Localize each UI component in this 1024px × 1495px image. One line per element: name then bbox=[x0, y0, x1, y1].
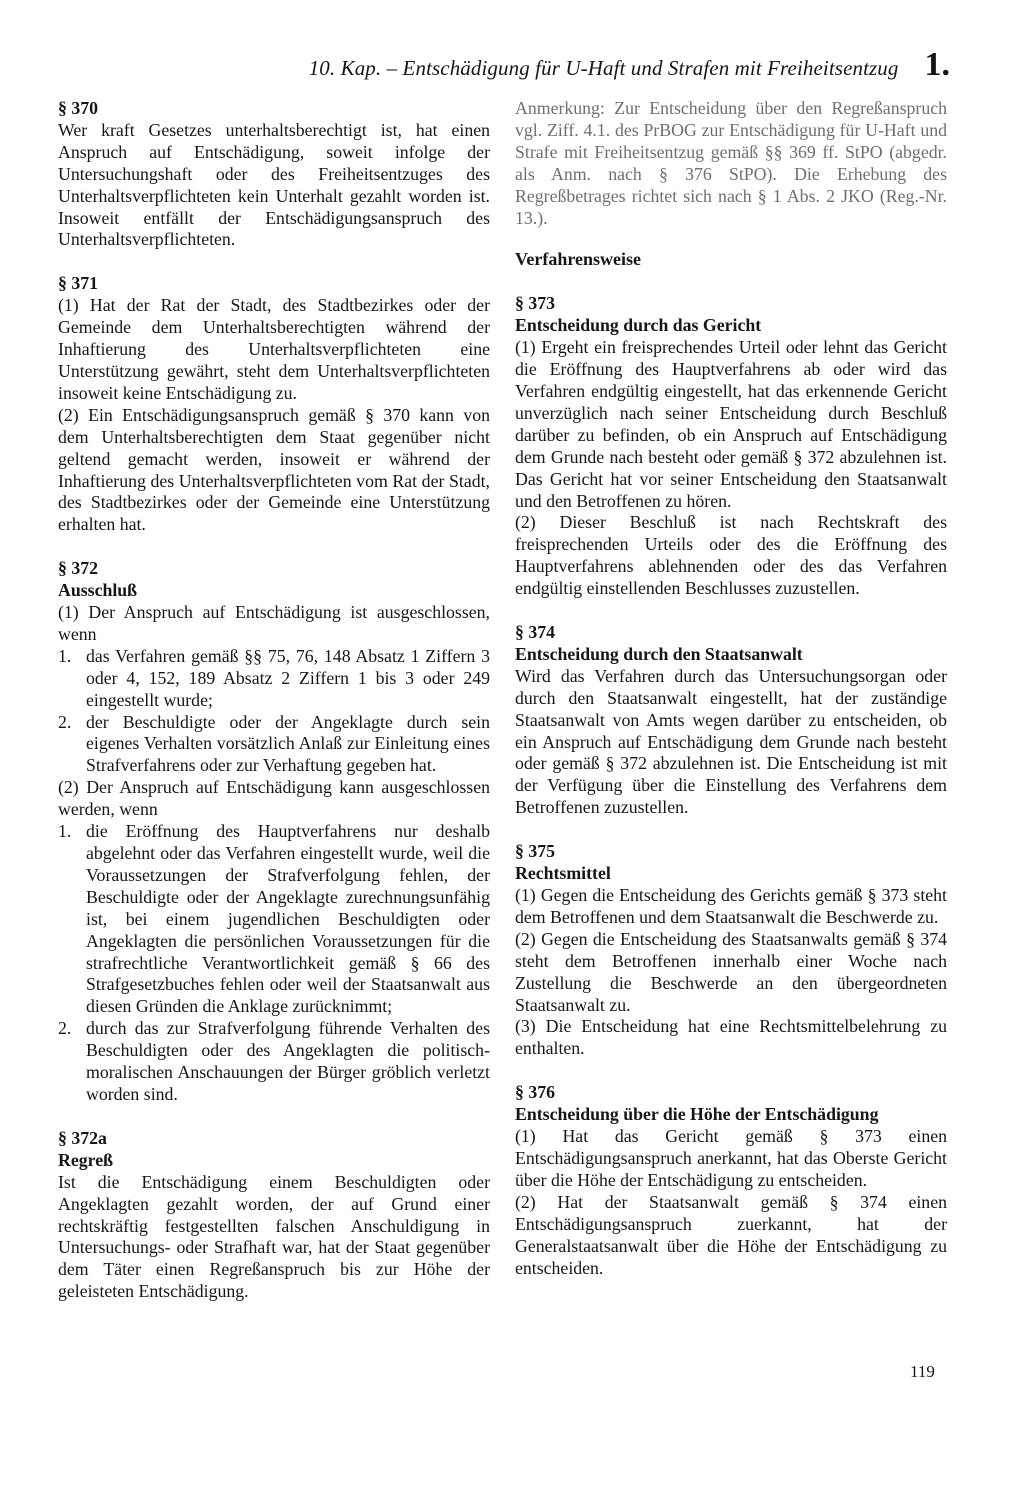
paragraph-2: (2) Ein Entschädigungsanspruch gemäß § 370 kann von dem Unterhaltsberechtigten dem Staat gegenüber nicht geltend gemacht werden, insoweit er während der Inhaftierung des Unterhaltsverpflichteten vom Rat der Stadt, des Stadtbezirkes oder der Gemeinde eine Unterstützung erhalten hat. bbox=[58, 404, 490, 535]
section-372a bbox=[58, 1128, 490, 1303]
section-370 bbox=[58, 98, 490, 251]
paragraph-2: (2) Dieser Beschluß ist nach Rechtskraft des freisprechenden Urteils oder des die Eröffnung des Hauptverfahrens ablehnenden oder des das Verfahren endgültig einstellenden Beschlusses zuzustellen. bbox=[515, 512, 947, 599]
section-text: Wer kraft Gesetzes unterhaltsberechtigt ist, hat einen Anspruch auf Entschädigung, soweit infolge der Untersuchungshaft oder des Freiheitsentzuges des Unterhaltsverpflichteten kein Unterhalt gezahlt worden ist. Insoweit entfällt der Entschädigungsanspruch des Unterhaltsverpflichteten. bbox=[58, 119, 490, 250]
section-number: § 370 bbox=[58, 98, 99, 118]
section-title: Ausschluß bbox=[58, 580, 138, 601]
paragraph-1: (1) Hat der Rat der Stadt, des Stadtbezirkes oder der Gemeinde dem Unterhaltsberechtigten während der Inhaftierung des Unterhaltsverpflichteten eine Unterstützung gewährt, steht dem Unterhaltsverpflichteten insoweit keine Entschädigung zu. bbox=[58, 295, 490, 403]
paragraph-1: (1) Gegen die Entscheidung des Gerichts gemäß § 373 steht dem Betroffenen und dem Staatsanwalt die Beschwerde zu. bbox=[515, 885, 947, 927]
list-item bbox=[58, 821, 490, 1018]
section-number: § 376 bbox=[515, 1082, 556, 1103]
section-376 bbox=[515, 1082, 947, 1279]
list-item bbox=[58, 712, 490, 778]
paragraph-1: (1) Hat das Gericht gemäß § 373 einen Entschädigungsanspruch anerkannt, hat das Oberste Gericht über die Höhe der Entschädigung zu entscheiden. bbox=[515, 1126, 947, 1190]
page-number: 119 bbox=[910, 1362, 935, 1381]
section-title: Regreß bbox=[58, 1149, 113, 1170]
section-title: Entscheidung über die Höhe der Entschädigung bbox=[515, 1104, 879, 1125]
chapter-heading: Verfahrensweise bbox=[515, 249, 641, 270]
section-title: Rechtsmittel bbox=[515, 863, 611, 884]
item-number: 1. bbox=[58, 645, 72, 666]
right-column bbox=[515, 98, 947, 1301]
section-title: Entscheidung durch den Staatsanwalt bbox=[515, 643, 803, 664]
section-374 bbox=[515, 622, 947, 819]
section-number: § 371 bbox=[58, 273, 99, 294]
item-number: 2. bbox=[58, 1018, 72, 1039]
item-number: 1. bbox=[58, 821, 72, 842]
paragraph-2: (2) Der Anspruch auf Entschädigung kann ausgeschlossen werden, wenn bbox=[58, 777, 490, 820]
list-item bbox=[58, 646, 490, 712]
paragraph-2: (2) Gegen die Entscheidung des Staatsanwalts gemäß § 374 steht dem Betroffenen innerhalb einer Woche nach Zustellung die Beschwerde an den übergeordneten Staatsanwalt zu. bbox=[515, 928, 947, 1015]
list bbox=[58, 821, 490, 1106]
item-number: 2. bbox=[58, 711, 72, 732]
section-number: § 373 bbox=[515, 293, 556, 314]
item-text: die Eröffnung des Hauptverfahrens nur deshalb abgelehnt oder das Verfahren eingestellt wurde, weil die Voraussetzungen der Strafverfolgung fehlen, der Beschuldigte oder der Angeklagte zurechnungsunfähig ist, bei einem jugendlichen Beschuldigten oder Angeklagten die persönlichen Voraussetzungen für die strafrechtliche Verantwortlichkeit gemäß § 66 des Strafgesetzbuches fehlen oder weil der Staatsanwalt aus diesen Gründen die Anklage zurücknimmt; bbox=[86, 821, 490, 1017]
chapter-number: 1. bbox=[924, 46, 950, 83]
section-373 bbox=[515, 293, 947, 600]
item-text: das Verfahren gemäß §§ 75, 76, 148 Absatz 1 Ziffern 3 oder 4, 152, 189 Absatz 2 Ziffern 1 bis 3 oder 249 eingestellt wurde; bbox=[86, 645, 490, 710]
running-header bbox=[58, 46, 950, 86]
section-372 bbox=[58, 558, 490, 1106]
section-text: Wird das Verfahren durch das Untersuchungsorgan oder durch den Staatsanwalt eingestellt, hat der zuständige Staatsanwalt von Amts wegen darüber zu entscheiden, ob ein Anspruch auf Entschädigung dem Grunde nach besteht oder gemäß § 372 abzulehnen ist. Die Entscheidung ist mit der Verfügung über die Einstellung des Verfahrens dem Betroffenen zuzustellen. bbox=[515, 665, 947, 818]
paragraph-1: (1) Ergeht ein freisprechendes Urteil oder lehnt das Gericht die Eröffnung des Hauptverfahrens ab oder wird das Verfahren endgültig eingestellt, hat das erkennende Gericht unverzüglich nach seiner Entscheidung durch Beschluß darüber zu befinden, ob ein Anspruch auf Entschädigung dem Grunde nach besteht oder gemäß § 372 abzulehnen ist. Das Gericht hat vor seiner Entscheidung den Staatsanwalt und den Betroffenen zu hören. bbox=[515, 337, 947, 511]
paragraph-1: (1) Der Anspruch auf Entschädigung ist ausgeschlossen, wenn bbox=[58, 602, 490, 644]
list bbox=[58, 646, 490, 777]
section-title: Entscheidung durch das Gericht bbox=[515, 315, 762, 336]
list-item bbox=[58, 1018, 490, 1106]
section-375 bbox=[515, 841, 947, 1060]
paragraph-3: (3) Die Entscheidung hat eine Rechtsmittelbelehrung zu enthalten. bbox=[515, 1016, 947, 1059]
section-number: § 374 bbox=[515, 622, 556, 643]
item-text: durch das zur Strafverfolgung führende Verhalten des Beschuldigten oder des Angeklagten die politisch-moralischen Anschauungen der Bürger gröblich verletzt worden sind. bbox=[86, 1018, 490, 1104]
section-text: Ist die Entschädigung einem Beschuldigten oder Angeklagten gezahlt worden, der auf Grund einer rechtskräftig festgestellten falschen Anschuldigung in Untersuchungs- oder Strafhaft war, hat der Staat gegenüber dem Täter einen Regreßanspruch bis zur Höhe der geleisteten Entschädigung. bbox=[58, 1171, 490, 1302]
header-title: 10. Kap. – Entschädigung für U-Haft und Strafen mit Freiheitsentzug bbox=[308, 56, 899, 80]
annotation-note: Anmerkung: Zur Entscheidung über den Regreßanspruch vgl. Ziff. 4.1. des PrBOG zur Entschädigung für U-Haft und Strafe mit Freiheitsentzug gemäß §§ 369 ff. StPO (abgedr. als Anm. nach § 376 StPO). Die Erhebung des Regreßbetrages richtet sich nach § 1 Abs. 2 JKO (Reg.-Nr. 13.). bbox=[515, 98, 947, 228]
section-number: § 372 bbox=[58, 558, 99, 579]
item-text: der Beschuldigte oder der Angeklagte durch sein eigenes Verhalten vorsätzlich Anlaß zur Einleitung eines Strafverfahrens oder zur Verhaftung gegeben hat. bbox=[86, 711, 490, 776]
paragraph-2: (2) Hat der Staatsanwalt gemäß § 374 einen Entschädigungsanspruch zuerkannt, hat der Generalstaatsanwalt über die Höhe der Entschädigung zu entscheiden. bbox=[515, 1191, 947, 1278]
section-number: § 372a bbox=[58, 1127, 107, 1148]
section-number: § 375 bbox=[515, 841, 556, 862]
left-column bbox=[58, 98, 490, 1325]
section-371 bbox=[58, 273, 490, 536]
